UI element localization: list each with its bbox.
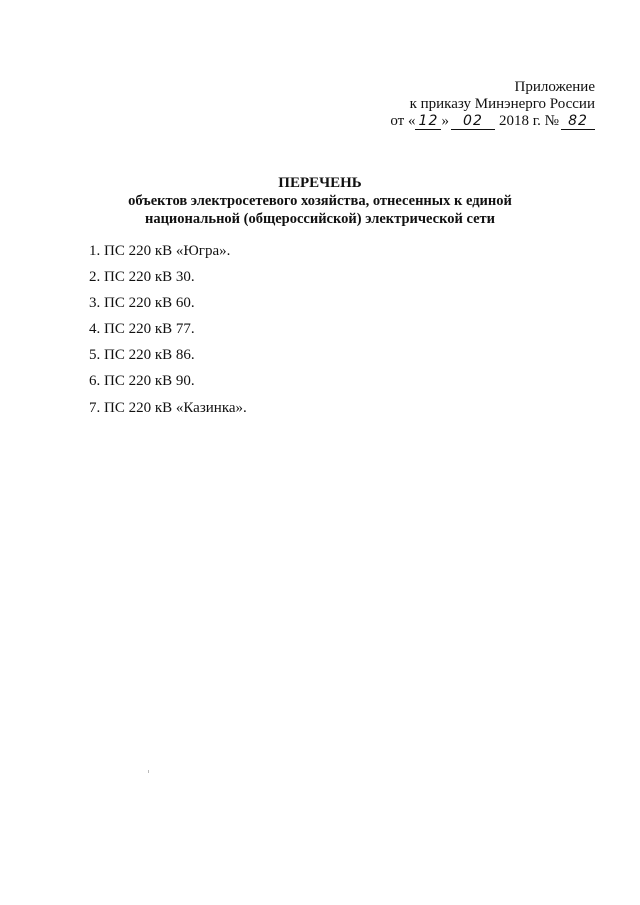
appendix-label: Приложение <box>514 79 595 95</box>
list-item: 2. ПС 220 кВ 30. <box>89 269 195 286</box>
scan-speck <box>148 770 149 773</box>
objects-list <box>89 242 247 425</box>
appendix-header <box>390 79 595 130</box>
document-title: ПЕРЕЧЕНЬ <box>278 175 362 191</box>
document-subtitle-line-2: национальной (общероссийской) электрической сети <box>144 211 496 227</box>
year-and-number-label: 2018 г. № <box>498 113 559 129</box>
order-date-line <box>390 113 595 130</box>
date-prefix: от « <box>390 113 416 129</box>
list-item: 1. ПС 220 кВ «Югра». <box>89 243 231 259</box>
list-item: 4. ПС 220 кВ 77. <box>89 321 195 338</box>
list-item: 3. ПС 220 кВ 60. <box>89 295 195 312</box>
list-item: 5. ПС 220 кВ 86. <box>89 347 195 364</box>
document-title-block <box>0 174 640 228</box>
handwritten-month: 02 <box>451 114 495 130</box>
handwritten-order-number: 82 <box>561 114 595 130</box>
date-close-quote: » <box>441 113 449 129</box>
list-item: 6. ПС 220 кВ 90. <box>89 373 195 390</box>
appendix-order-reference: к приказу Минэнерго России <box>409 96 595 112</box>
handwritten-day: 12 <box>415 114 441 130</box>
document-subtitle-line-1: объектов электросетевого хозяйства, отнесенных к единой <box>128 193 512 209</box>
list-item: 7. ПС 220 кВ «Казинка». <box>89 399 247 416</box>
